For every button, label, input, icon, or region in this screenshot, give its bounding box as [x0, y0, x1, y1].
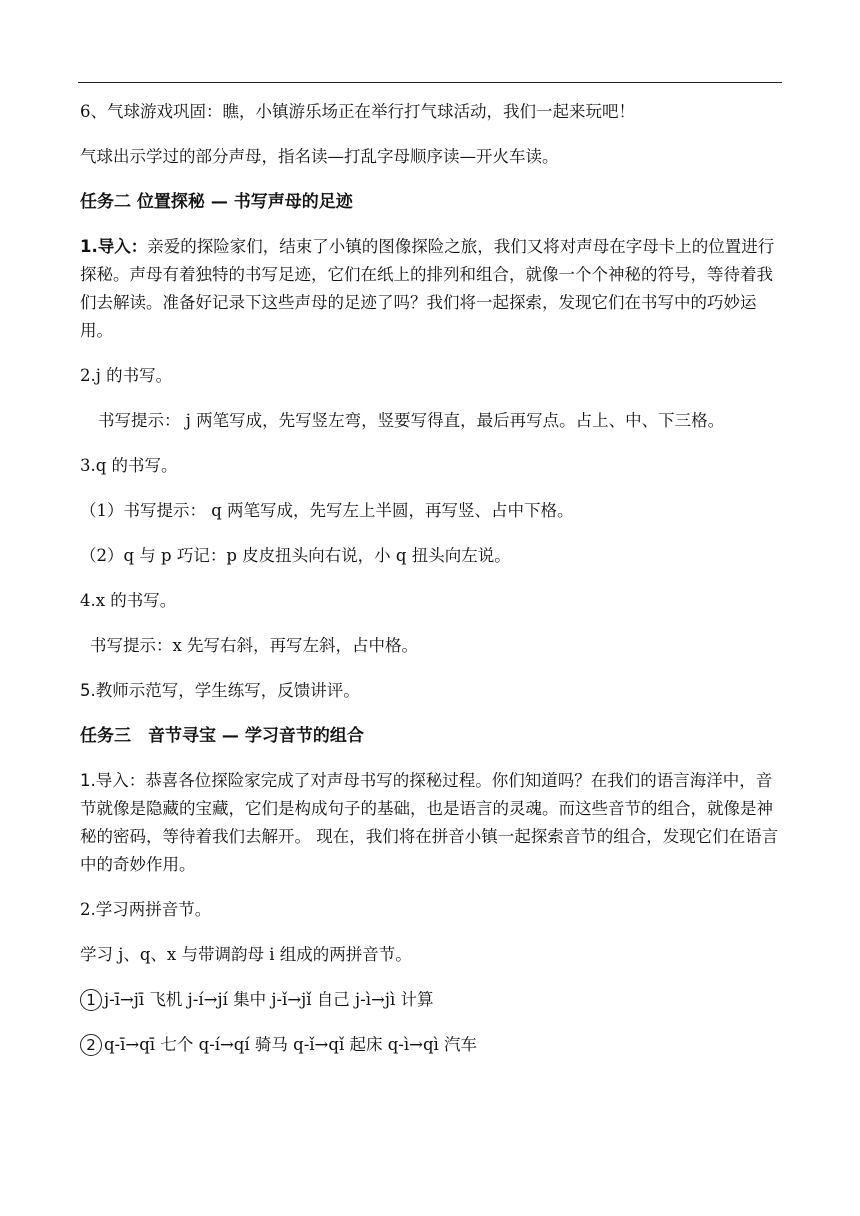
q-writing-tip-1: （1）书写提示： q 两笔写成，先写左上半圆，再写竖、占中下格。 [80, 501, 574, 520]
q-writing-title: 3.q 的书写。 [80, 456, 178, 475]
x-writing-title: 4.x 的书写。 [80, 591, 177, 610]
j-writing-tip: 书写提示： j 两笔写成，先写竖左弯，竖要写得直，最后再写点。占上、中、下三格。 [98, 411, 725, 430]
task3-intro [80, 767, 782, 879]
syllable-row-q-text: q-ī→qī 七个 q-í→qí 骑马 q-ǐ→qǐ 起床 q-ì→qì 汽车 [104, 1035, 478, 1054]
syllable-row-j-text: j-ī→jī 飞机 j-í→jí 集中 j-ǐ→jǐ 自己 j-ì→jì 计算 [104, 990, 434, 1009]
q-writing-tip-2: （2）q 与 p 巧记：p 皮皮扭头向右说，小 q 扭头向左说。 [80, 546, 511, 565]
teacher-demo-text: 教师示范写，学生练写，反馈讲评。 [95, 681, 360, 700]
task2-heading: 任务二 位置探秘 — 书写声母的足迹 [80, 192, 353, 212]
header-rule [78, 82, 782, 83]
circled-number-1: 1 [80, 989, 102, 1011]
task2-intro-text: 亲爱的探险家们，结束了小镇的图像探险之旅，我们又将对声母在字母卡上的位置进行探秘。声母有着独特的书写足迹，它们在纸上的排列和组合，就像一个个神秘的符号，等待着我们去解读。准备好记录下这些声母的足迹了吗？我们将一起探索，发现它们在书写中的巧妙运用。 [80, 237, 775, 340]
syllable-row-j [80, 986, 782, 1014]
teacher-demo-label: 5. [80, 681, 96, 700]
task3-intro-text: 导入：恭喜各位探险家完成了对声母书写的探秘过程。你们知道吗？在我们的语言海洋中，音节就像是隐藏的宝藏，它们是构成句子的基础，也是语言的灵魂。而这些音节的组合，就像是神秘的密码，等待着我们去解开。 现在，我们将在拼音小镇一起探索音节的组合，发现它们在语言中的奇妙作用。 [80, 771, 779, 874]
j-writing-title: 2.j 的书写。 [80, 366, 173, 385]
task3-heading: 任务三 音节寻宝 — 学习音节的组合 [80, 726, 364, 746]
document-body [80, 98, 782, 1076]
two-syllable-title: 2.学习两拼音节。 [80, 900, 212, 919]
x-writing-tip: 书写提示：x 先写右斜，再写左斜，占中格。 [90, 636, 419, 655]
teacher-demo [80, 677, 782, 705]
two-syllable-text: 学习 j、q、x 与带调韵母 i 组成的两拼音节。 [80, 945, 412, 964]
circled-number-2: 2 [80, 1034, 102, 1056]
task2-intro-label: 1.导入： [80, 237, 148, 256]
paragraph-balloon-reading: 气球出示学过的部分声母，指名读—打乱字母顺序读—开火车读。 [80, 147, 559, 166]
syllable-row-q [80, 1031, 782, 1059]
paragraph-balloon-game: 6、气球游戏巩固：瞧，小镇游乐场正在举行打气球活动，我们一起来玩吧！ [80, 102, 635, 121]
task3-intro-label: 1. [80, 771, 96, 790]
task2-intro [80, 233, 782, 345]
